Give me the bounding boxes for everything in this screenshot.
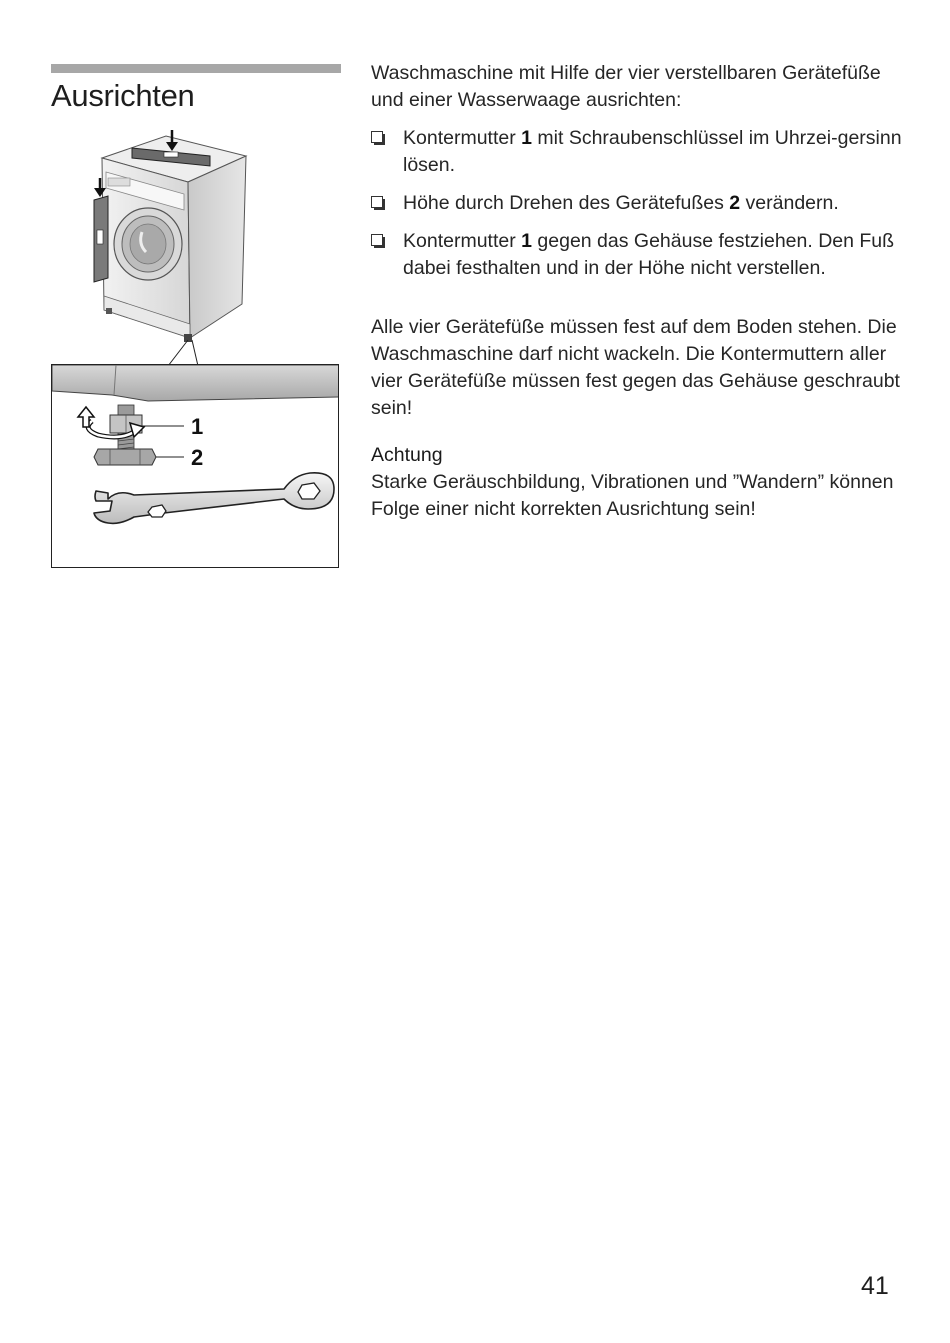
- washing-machine-illustration: [80, 126, 260, 366]
- callout-label-2: 2: [191, 445, 204, 470]
- checkbox-bullet-icon: [371, 131, 383, 143]
- heading-rule: [51, 64, 341, 73]
- text-column: [371, 60, 911, 523]
- step-item: [371, 190, 911, 217]
- callout-label-1: 1: [191, 414, 204, 439]
- step-item: [371, 125, 911, 179]
- page-title: Ausrichten: [51, 78, 195, 113]
- step-number: 1: [521, 230, 532, 252]
- step-text: verändern.: [740, 192, 839, 214]
- warning-text: Starke Geräuschbildung, Vibrationen und ”Wandern” können Folge einer nicht korrekten Ausrichtung sein!: [371, 471, 894, 520]
- checkbox-bullet-icon: [371, 196, 383, 208]
- step-text: Höhe durch Drehen des Gerätefußes: [403, 192, 730, 214]
- step-number: 2: [729, 192, 741, 214]
- foot-detail-figure: [51, 364, 339, 568]
- warning-heading: Achtung: [371, 444, 443, 466]
- step-item: [371, 228, 911, 282]
- step-text: Kontermutter: [403, 230, 522, 252]
- step-number: 1: [521, 127, 532, 149]
- checkbox-bullet-icon: [371, 234, 383, 246]
- step-text: Kontermutter: [403, 127, 522, 149]
- feet-requirement-paragraph: Alle vier Gerätefüße müssen fest auf dem Boden stehen. Die Waschmaschine darf nicht wackeln. Die Kontermuttern aller vier Gerätefüße müssen fest gegen das Gehäuse geschraubt sein!: [371, 316, 900, 419]
- page-number: 41: [861, 1272, 889, 1300]
- step-text: mit Schraubenschlüssel im Uhrzei-gersinn lösen.: [403, 127, 902, 176]
- step-text: gegen das Gehäuse festziehen. Den Fuß dabei festhalten und in der Höhe nicht verstellen.: [403, 230, 895, 279]
- intro-paragraph: Waschmaschine mit Hilfe der vier verstellbaren Gerätefüße und einer Wasserwaage ausrichten:: [371, 62, 881, 111]
